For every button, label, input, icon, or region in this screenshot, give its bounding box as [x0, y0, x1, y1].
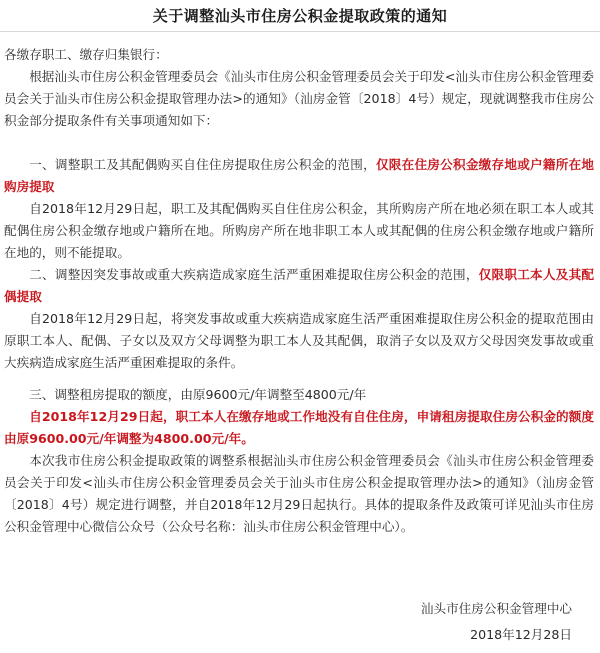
intro-paragraph: 根据汕头市住房公积金管理委员会《汕头市住房公积金管理委员会关于印发<汕头市住房公积金管理委员会关于汕头市住房公积金提取管理办法>的通知》（汕房金管〔2018〕4号）规定，现就调整我市住房公积金部分提取条件有关事项通知如下：: [4, 69, 594, 128]
section-1-highlight: 仅限在住房公积金缴存地或户籍所在地购房提取: [4, 157, 595, 194]
signature-org: 汕头市住房公积金管理中心: [420, 601, 572, 616]
section-1-heading-text: 一、调整职工及其配偶购买自住住房提取住房公积金的范围，: [29, 157, 376, 172]
title-divider: [0, 31, 600, 32]
section-1-body: 自2018年12月29日起，职工及其配偶购买自住住房公积金，其所购房产所在地必须在职工本人或其配偶住房公积金缴存地或户籍所在地。所购房产所在地非职工本人或其配偶的住房公积金缴存地或户籍所在地的，则不能提取。: [4, 201, 594, 260]
section-2-body: 自2018年12月29日起，将突发事故或重大疾病造成家庭生活严重困难提取住房公积金的提取范围由原职工本人、配偶、子女以及双方父母调整为职工本人及其配偶，取消子女以及双方父母因突发事故或重大疾病造成家庭生活严重困难提取的条件。: [4, 311, 594, 370]
notice-title: 关于调整汕头市住房公积金提取政策的通知: [152, 7, 448, 25]
section-3-date-highlight: 自2018年12月29日起，: [29, 409, 176, 424]
section-1-heading: [4, 154, 594, 198]
salutation: 各缴存职工、缴存归集银行：: [4, 47, 168, 62]
closing-paragraph: 本次我市住房公积金提取政策的调整系根据汕头市住房公积金管理委员会《汕头市住房公积金管理委员会关于印发<汕头市住房公积金管理委员会关于汕头市住房公积金提取管理办法>的通知》（汕房金管〔2018〕4号）规定进行调整，并自2018年12月29日起执行。具体的提取条件及政策可详见汕头市住房公积金管理中心微信公众号（公众号名称：汕头市住房公积金管理中心）。: [4, 453, 594, 534]
section-3-heading: 三、调整租房提取的额度，由原9600元/年调整至4800元/年: [29, 387, 367, 402]
section-3-body: [4, 406, 594, 450]
section-3-amount-highlight: 职工本人在缴存地或工作地没有自住住房，申请租房提取住房公积金的额度由原9600.00元/年调整为4800.00元/年。: [4, 409, 595, 446]
section-2-heading: [4, 264, 594, 308]
signature-date: 2018年12月28日: [470, 627, 572, 642]
section-2-heading-text: 二、调整因突发事故或重大疾病造成家庭生活严重困难提取住房公积金的范围，: [29, 267, 479, 282]
section-2-highlight: 仅限职工本人及其配偶提取: [4, 267, 595, 304]
